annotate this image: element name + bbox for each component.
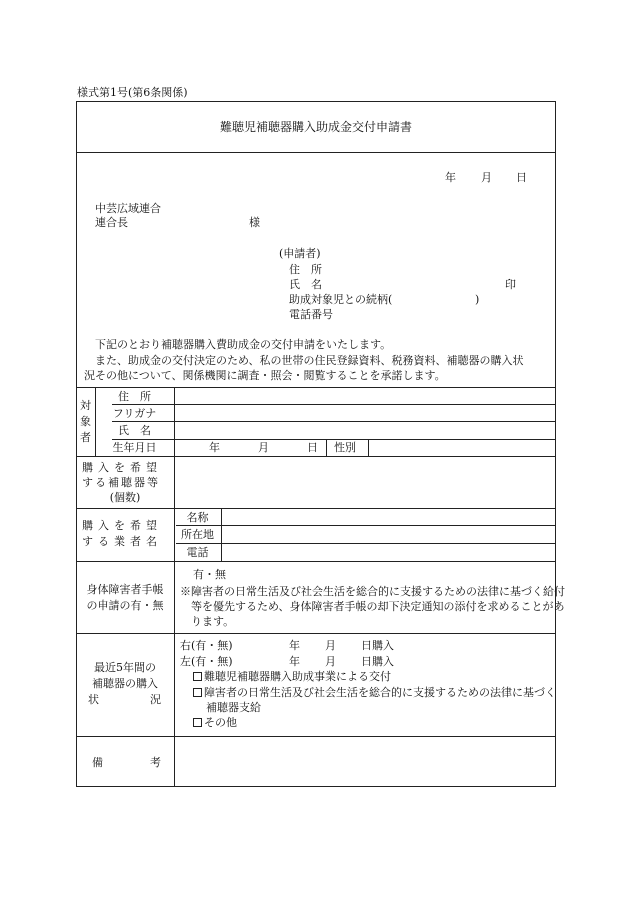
date-month: 月 bbox=[481, 171, 492, 184]
applicant-relation-close: ) bbox=[475, 293, 480, 306]
remarks-char-2: 考 bbox=[150, 756, 161, 769]
vendor-name-label: 名称 bbox=[186, 511, 209, 524]
device-label-line-1 bbox=[82, 461, 168, 474]
subject-name-label: 氏 名 bbox=[118, 424, 151, 437]
form-title: 難聴児補聴器購入助成金交付申請書 bbox=[219, 120, 412, 134]
form-number: 様式第1号(第6条関係) bbox=[77, 86, 188, 99]
statement-line-1: 下記のとおり補聴器購入費助成金の交付申請をいたします。 bbox=[95, 338, 392, 351]
subject-birthdate-label: 生年月日 bbox=[112, 441, 157, 454]
device-label-line-1-text: 購入を希望 bbox=[82, 461, 162, 474]
rule-vendor-sublabel bbox=[221, 508, 222, 561]
vendor-location-label: 所在地 bbox=[181, 528, 214, 541]
history-option-1 bbox=[193, 670, 391, 683]
subject-birth-month: 月 bbox=[258, 441, 269, 454]
history-option-3 bbox=[193, 716, 237, 729]
subject-vertical-3: 者 bbox=[80, 431, 91, 444]
checkbox-option-3[interactable] bbox=[193, 718, 202, 727]
subject-furigana-label: フリガナ bbox=[112, 407, 157, 420]
device-label-line-2: する補聴器等 bbox=[82, 476, 160, 489]
addressee-position: 連合長 bbox=[95, 216, 128, 229]
statement-line-3: 況その他について、関係機関に調査・照会・閲覧することを承諾します。 bbox=[84, 369, 446, 382]
cert-label-line-1: 身体障害者手帳 bbox=[86, 583, 164, 596]
rule-statement-bottom bbox=[76, 387, 556, 388]
history-right-year: 年 bbox=[289, 639, 300, 652]
subject-birth-day: 日 bbox=[307, 441, 318, 454]
history-option-1-text: 難聴児補聴器購入助成事業による交付 bbox=[204, 670, 391, 683]
rule-subject-furigana bbox=[112, 421, 556, 422]
subject-vertical-2: 象 bbox=[80, 415, 91, 428]
history-label-line-1: 最近5年間の bbox=[94, 661, 156, 674]
subject-vertical-1: 対 bbox=[80, 399, 91, 412]
history-label-line-3b: 況 bbox=[150, 693, 161, 706]
addressee-honorific: 様 bbox=[249, 216, 260, 229]
rule-label-column bbox=[174, 387, 175, 787]
applicant-phone-label: 電話番号 bbox=[289, 308, 333, 321]
cert-note: ※障害者の日常生活及び社会生活を総合的に支援するための法律に基づく給付等を優先するため、身体障害者手帳の却下決定通知の添付を求めることがあります。 bbox=[180, 585, 565, 628]
cert-choice: 有・無 bbox=[193, 568, 226, 581]
device-label-line-3: (個数) bbox=[109, 491, 141, 504]
history-left-day: 日購入 bbox=[361, 655, 394, 668]
applicant-relation-label: 助成対象児との続柄( bbox=[289, 293, 393, 306]
applicant-name-label: 氏 名 bbox=[289, 278, 322, 291]
rule-cert-bottom bbox=[76, 633, 556, 634]
applicant-address-label: 住 所 bbox=[289, 263, 322, 276]
date-year: 年 bbox=[445, 171, 456, 184]
rule-gender-right bbox=[368, 439, 369, 456]
rule-history-bottom bbox=[76, 736, 556, 737]
applicant-header: (申請者) bbox=[279, 247, 321, 260]
subject-address-label: 住 所 bbox=[118, 390, 151, 403]
history-label-line-2: 補聴器の購入 bbox=[92, 677, 158, 690]
rule-device-bottom bbox=[76, 508, 556, 509]
rule-vendor-name bbox=[176, 525, 556, 526]
history-label-line-3a: 状 bbox=[88, 693, 99, 706]
history-left-month: 月 bbox=[325, 655, 336, 668]
rule-title-bottom bbox=[76, 152, 556, 153]
date-day: 日 bbox=[516, 171, 527, 184]
cert-label-line-2: の申請の有・無 bbox=[86, 599, 164, 612]
vendor-label-line-2: する業者名 bbox=[82, 535, 162, 548]
history-option-2 bbox=[193, 685, 566, 715]
vendor-phone-label: 電話 bbox=[186, 546, 209, 559]
subject-birth-year: 年 bbox=[209, 441, 220, 454]
history-right-month: 月 bbox=[325, 639, 336, 652]
history-left-year: 年 bbox=[289, 655, 300, 668]
history-right-day: 日購入 bbox=[361, 639, 394, 652]
history-option-3-text: その他 bbox=[204, 716, 237, 729]
applicant-seal: 印 bbox=[505, 278, 516, 291]
rule-subject-name bbox=[112, 439, 556, 440]
history-left-label: 左(有・無) bbox=[180, 655, 233, 668]
history-option-2-text: 障害者の日常生活及び社会生活を総合的に支援するための法律に基づく補聴器支給 bbox=[204, 686, 556, 714]
checkbox-option-2[interactable] bbox=[193, 688, 202, 697]
rule-vendor-location bbox=[176, 543, 556, 544]
statement-line-2: また、助成金の交付決定のため、私の世帯の住民登録資料、税務資料、補聴器の購入状 bbox=[95, 354, 524, 367]
subject-gender-label: 性別 bbox=[334, 441, 356, 454]
history-right-label: 右(有・無) bbox=[180, 639, 233, 652]
checkbox-option-1[interactable] bbox=[193, 672, 202, 681]
rule-subject-bottom bbox=[76, 456, 556, 457]
rule-subject-address bbox=[112, 404, 556, 405]
addressee-org: 中芸広域連合 bbox=[95, 202, 161, 215]
rule-vendor-bottom bbox=[76, 561, 556, 562]
rule-gender-left bbox=[326, 439, 327, 456]
vendor-label-line-1: 購入を希望 bbox=[82, 519, 162, 532]
remarks-char-1: 備 bbox=[92, 756, 103, 769]
